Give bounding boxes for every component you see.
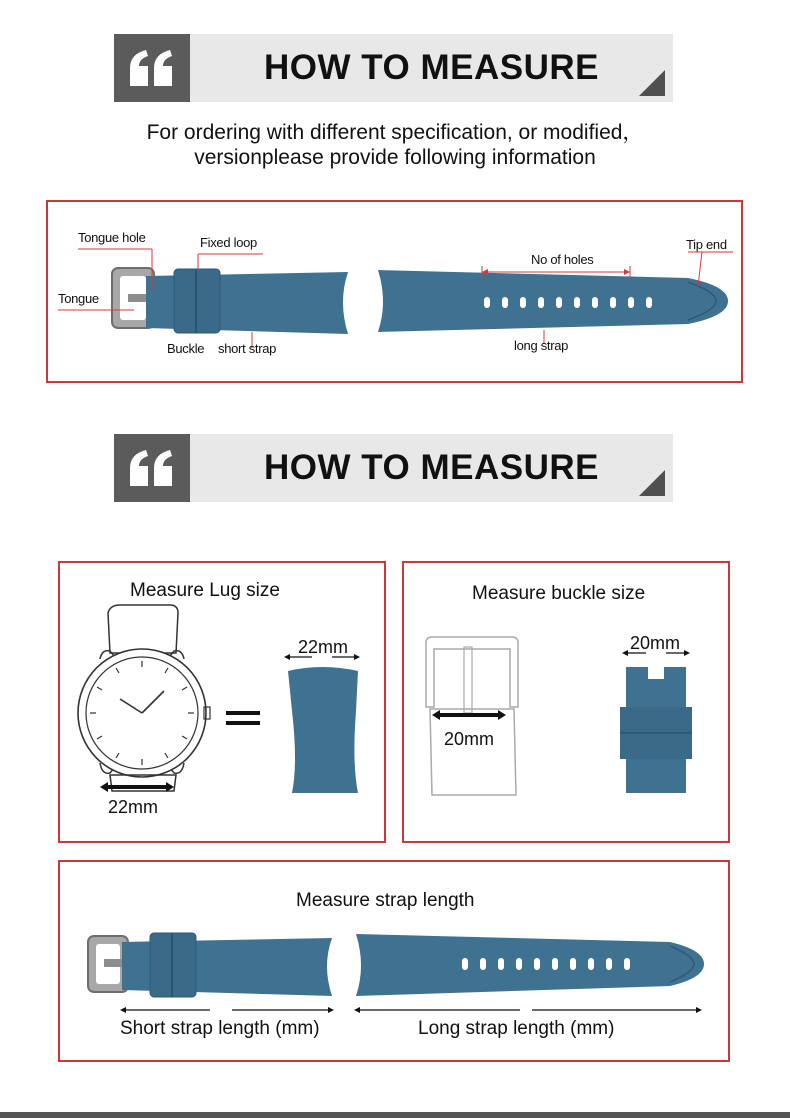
buckle-strap-width-label: 20mm <box>630 633 681 653</box>
header-banner-2 <box>114 434 673 502</box>
corner-triangle-icon <box>639 470 665 496</box>
quote-marks-icon <box>114 34 190 102</box>
intro-line-1: For ordering with different specification, or modified， <box>146 121 644 144</box>
buckle-width-label: 20mm <box>444 729 495 749</box>
short-strap-length-label: Short strap length (mm) <box>120 1018 320 1039</box>
header-banner-1 <box>114 34 673 102</box>
section-heading: HOW TO MEASURE <box>264 48 599 87</box>
intro-line-2: versionplease provide following information <box>194 146 596 169</box>
buckle-label: Buckle <box>167 341 205 356</box>
corner-triangle-icon <box>639 70 665 96</box>
tongue-hole-label: Tongue hole <box>78 230 146 245</box>
tip-end-label: Tip end <box>686 237 727 252</box>
buckle-size-panel <box>402 561 730 843</box>
strap-length-panel <box>58 860 730 1062</box>
tongue-label: Tongue <box>58 291 99 306</box>
parts-diagram-frame <box>46 200 743 383</box>
buckle-panel-title: Measure buckle size <box>472 583 646 604</box>
long-strap-length-label: Long strap length (mm) <box>418 1018 615 1039</box>
length-panel-title: Measure strap length <box>296 890 475 911</box>
fixed-loop-label: Fixed loop <box>200 235 257 250</box>
no-of-holes-label: No of holes <box>531 252 594 267</box>
watch-width-label: 22mm <box>108 797 159 817</box>
bottom-divider <box>0 1112 790 1118</box>
lug-panel-title: Measure Lug size <box>130 580 280 601</box>
section-heading: HOW TO MEASURE <box>264 448 599 487</box>
quote-marks-icon <box>114 434 190 502</box>
lug-size-panel <box>58 561 386 843</box>
lug-strap-width-label: 22mm <box>298 637 349 657</box>
long-strap-label: long strap <box>514 338 569 353</box>
short-strap-label: short strap <box>218 341 277 356</box>
strap-parts-illustration <box>48 202 741 381</box>
equals-sign <box>286 698 287 699</box>
